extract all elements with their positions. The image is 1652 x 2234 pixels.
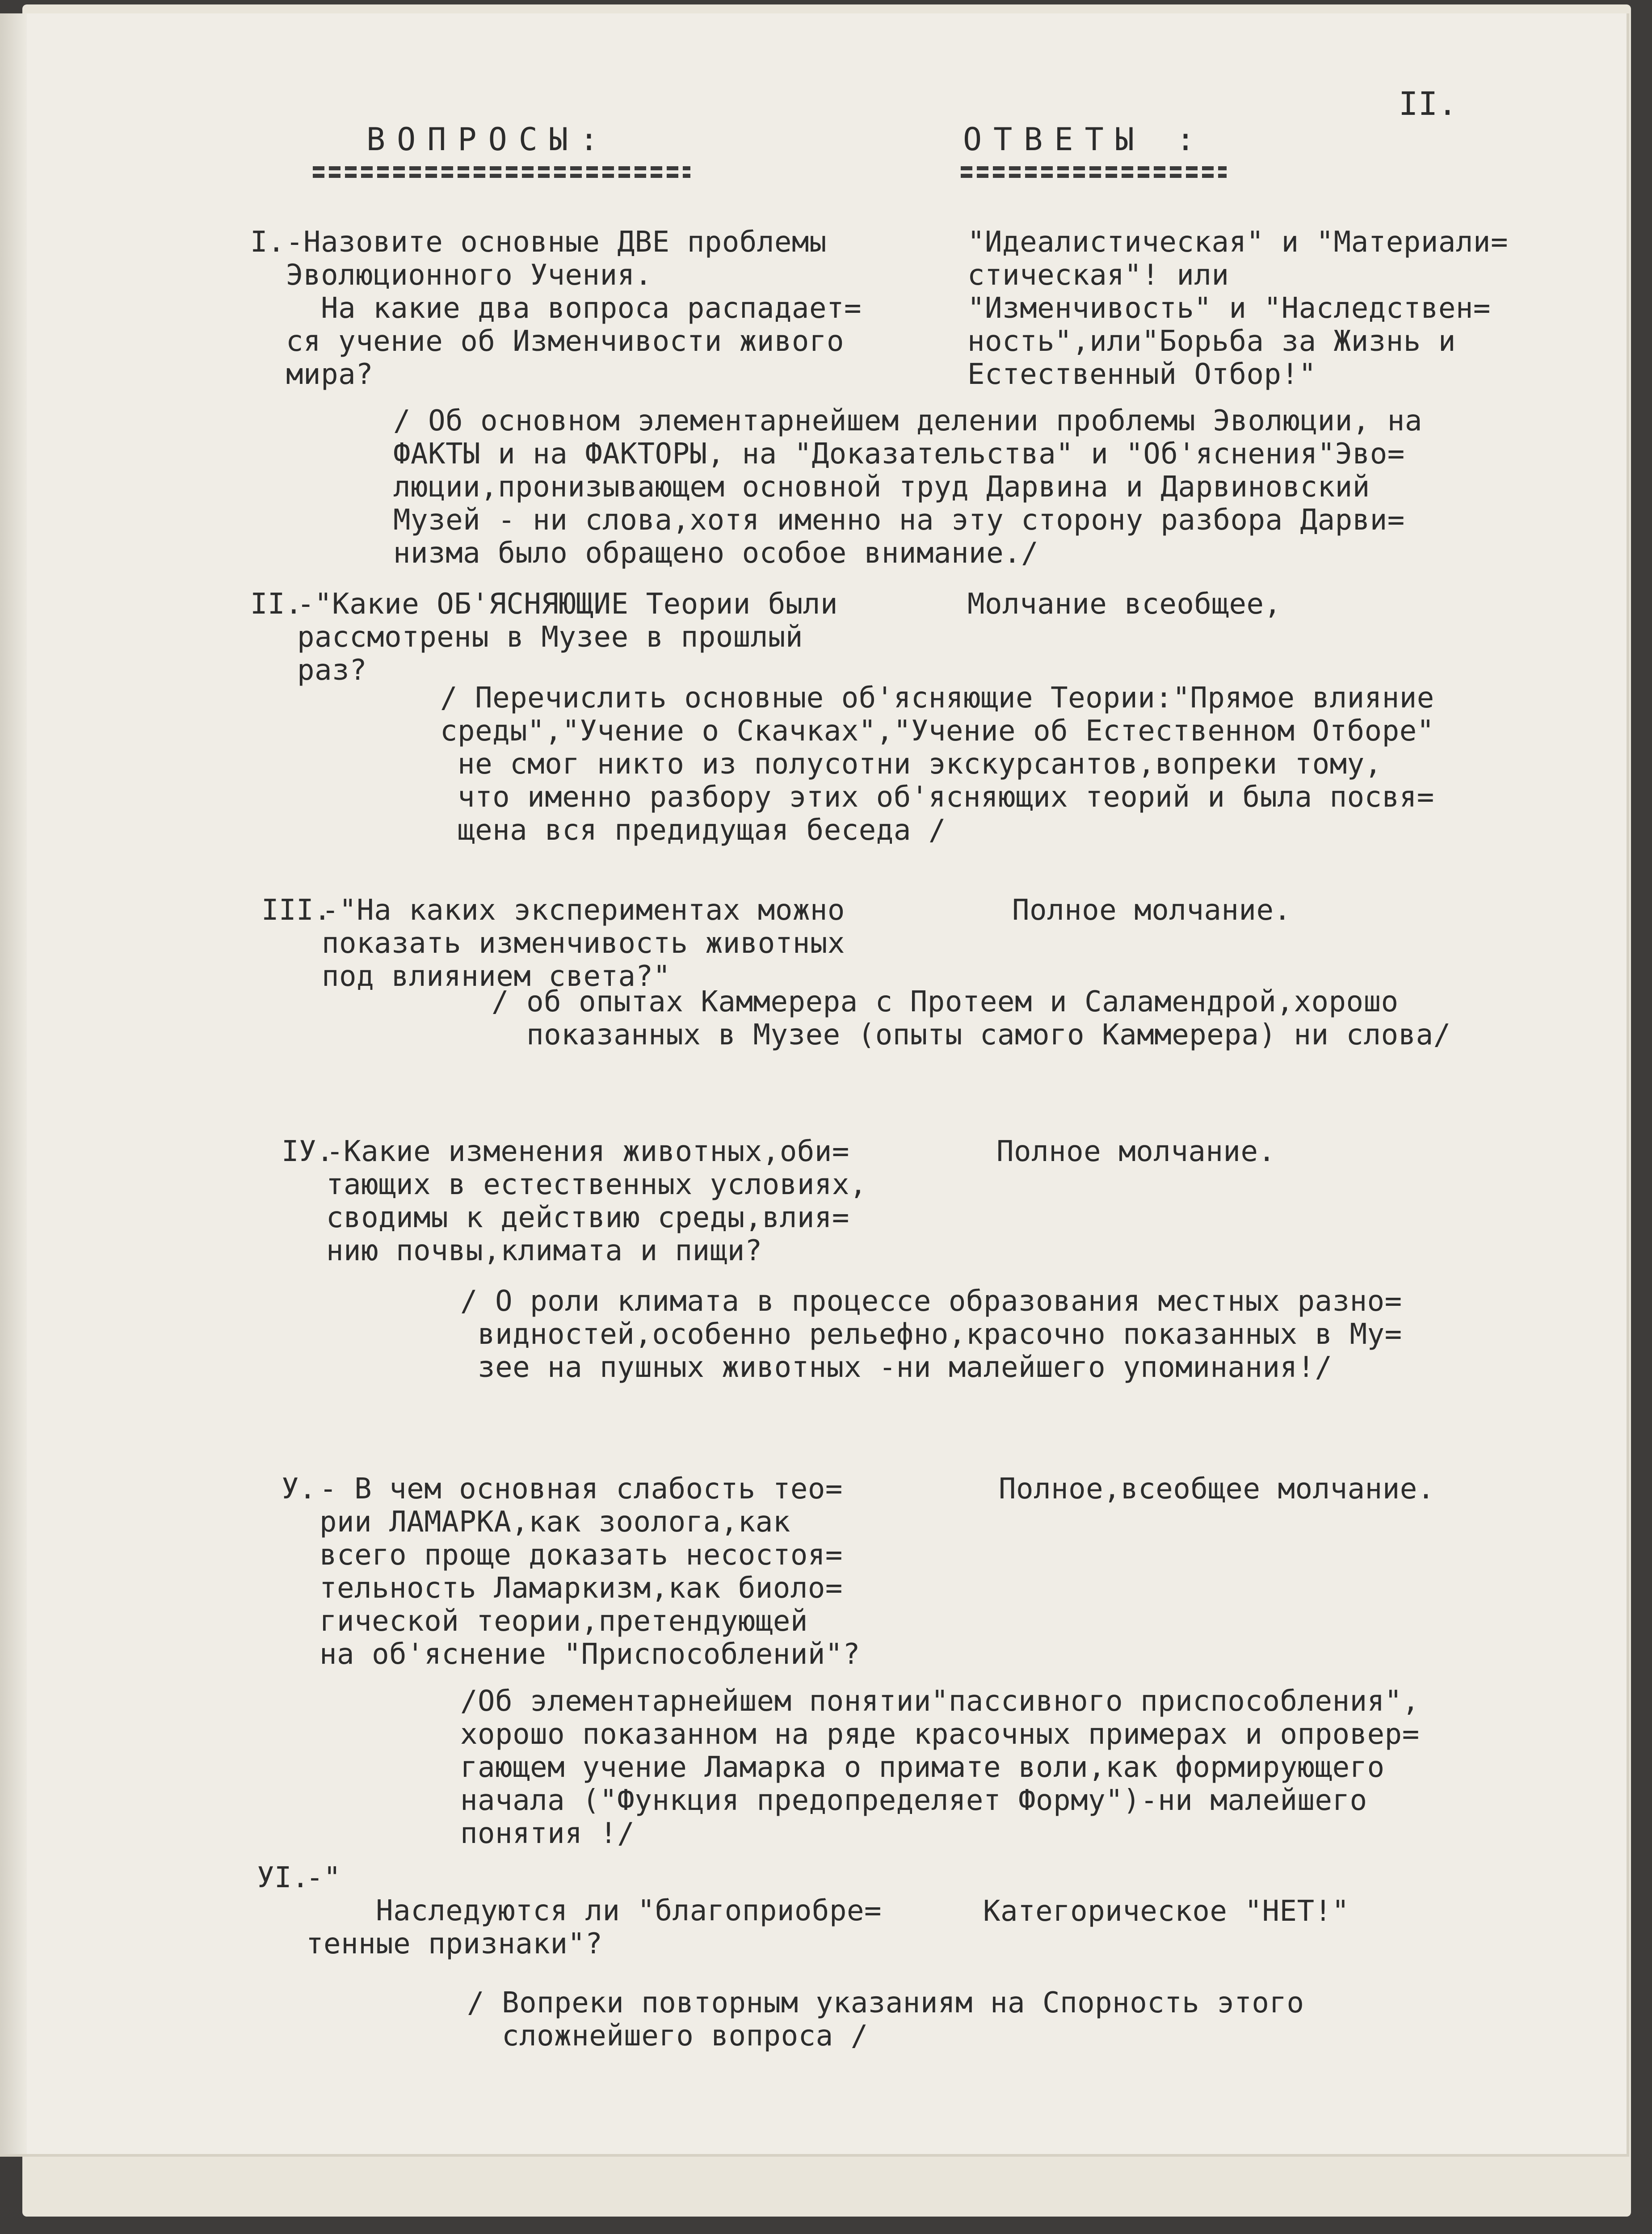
- answer-4: Полное молчание.: [996, 1135, 1276, 1168]
- question-number-2: II.: [250, 588, 303, 621]
- comment-5: /Об элементарнейшем понятии"пассивного приспособления", хорошо показанном на ряде красочных примерах и опровер= гающем учение Ламарка о примате воли,как формирующего начала ("Функция предопределяет Форму")-ни малейшего понятия !/: [460, 1685, 1420, 1850]
- question-number-5: У.: [282, 1473, 317, 1506]
- comment-2: / Перечислить основные об'ясняющие Теории:"Прямое влияние среды","Учение о Скачках","Учение об Естественном Отборе" не смог никто из полусотни экскурсантов,вопреки тому, что именно разбору этих об'ясняющих теорий и была посвя= щена вся предидущая беседа /: [440, 682, 1434, 847]
- question-number-4: IУ.: [282, 1135, 334, 1168]
- question-3: -"На каких экспериментах можно показать изменчивость животных под влиянием света?": [322, 894, 845, 993]
- comment-6: / Вопреки повторным указаниям на Спорность этого сложнейшего вопроса /: [467, 1986, 1304, 2053]
- question-1: -Назовите основные ДВЕ проблемы Эволюционного Учения. На какие два вопроса распадает= ся учение об Изменчивости живого мира?: [286, 226, 862, 391]
- answer-1: "Идеалистическая" и "Материали= стическая"! или "Изменчивость" и "Наследствен= ность",или"Борьба за Жизнь и Естественный Отбор!": [967, 226, 1508, 391]
- question-6: -" Наследуются ли "благоприобре= тенные признаки"?: [306, 1861, 882, 1961]
- answer-6: Категорическое "НЕТ!": [983, 1895, 1349, 1928]
- comment-1: / Об основном элементарнейшем делении проблемы Эволюции, на ФАКТЫ и на ФАКТОРЫ, на "Доказательства" и "Об'яснения"Эво= люции,пронизывающем основной труд Дарвина и Дарвиновский Музей - ни слова,хотя именно на эту сторону разбора Дарви= низма было обращено особое внимание./: [393, 404, 1422, 570]
- comment-4: / О роли климата в процессе образования местных разно= видностей,особенно рельефно,красочно показанных в Му= зее на пушных животных -ни малейшего упоминания!/: [460, 1285, 1402, 1384]
- question-number-3: III.: [261, 894, 332, 927]
- question-number-6: УI.: [257, 1861, 310, 1894]
- page-number: II.: [1399, 85, 1458, 122]
- question-5: - В чем основная слабость тео= рии ЛАМАРКА,как зоолога,как всего проще доказать несостоя= тельность Ламаркизм,как биоло= гической теории,претендующей на об'яснение "Приспособлений"?: [319, 1473, 860, 1671]
- answer-2: Молчание всеобщее,: [967, 588, 1282, 621]
- binding-edge: [0, 13, 27, 2154]
- answers-header: ОТВЕТЫ :: [963, 121, 1207, 158]
- question-4: -Какие изменения животных,оби= тающих в естественных условиях, сводимы к действию среды,влия= нию почвы,климата и пищи?: [326, 1135, 867, 1267]
- question-number-1: I.: [250, 226, 286, 259]
- answer-3: Полное молчание.: [1012, 894, 1291, 927]
- questions-header: ВОПРОСЫ:: [366, 121, 610, 158]
- answer-5: Полное,всеобщее молчание.: [999, 1473, 1435, 1506]
- comment-3: / об опытах Каммерера с Протеем и Саламендрой,хорошо показанных в Музее (опыты самого Каммерера) ни слова/: [492, 985, 1451, 1052]
- question-2: -"Какие ОБ'ЯСНЯЮЩИЕ Теории были рассмотрены в Музее в прошлый раз?: [297, 588, 838, 687]
